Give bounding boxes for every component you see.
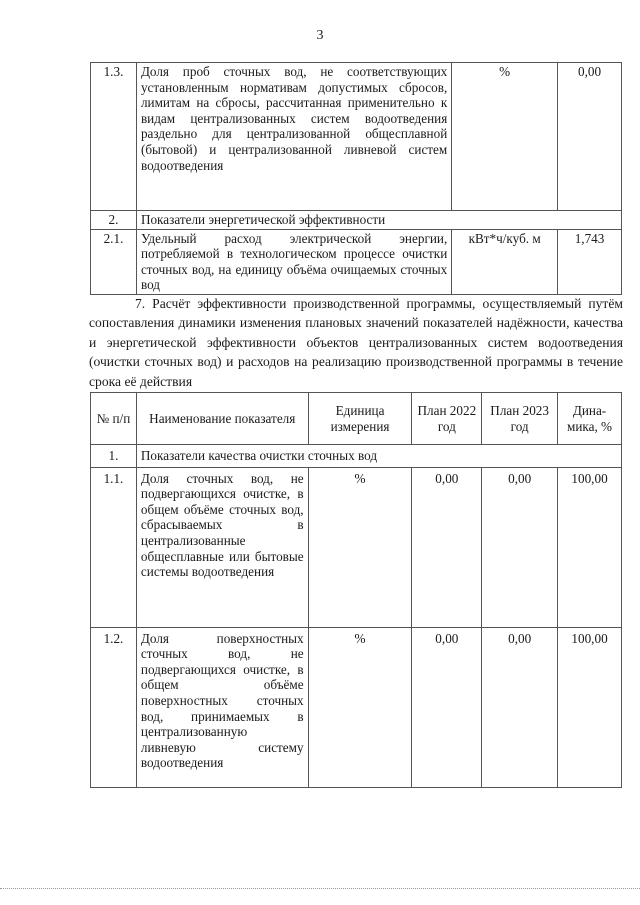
section-title: Показатели качества очистки сточных вод	[136, 445, 621, 468]
section-title: Показатели энергетической эффективности	[136, 211, 621, 230]
indicator-name: Удельный расход электрической энергии, потребляемой в технологическом процессе очистки сточных вод, на единицу объёма очищаемых сточных вод	[136, 229, 451, 294]
unit-cell: %	[308, 467, 412, 627]
header-name: Наименование показателя	[136, 393, 308, 445]
indicator-name: Доля сточных вод, не подвергающихся очистке, в общем объёме сточных вод, сбрасываемых в централизованные общесплавные или бытовые системы водоотведения	[136, 467, 308, 627]
section-number: 2.	[91, 211, 137, 230]
plan-2023-cell: 0,00	[482, 627, 558, 787]
section-row	[91, 211, 622, 230]
header-dynamics: Дина-мика, %	[558, 393, 622, 445]
unit-cell: %	[452, 63, 558, 211]
value-cell: 1,743	[558, 229, 622, 294]
row-number: 2.1.	[91, 229, 137, 294]
row-number: 1.1.	[91, 467, 137, 627]
row-number: 1.3.	[91, 63, 137, 211]
section-7-paragraph	[89, 294, 623, 391]
plan-2023-cell: 0,00	[482, 467, 558, 627]
header-plan-2023: План 2023 год	[482, 393, 558, 445]
table-row	[91, 229, 622, 294]
plan-2022-cell: 0,00	[412, 467, 482, 627]
unit-cell: %	[308, 627, 412, 787]
unit-cell: кВт*ч/куб. м	[452, 229, 558, 294]
section-row	[91, 445, 622, 468]
row-number: 1.2.	[91, 627, 137, 787]
paragraph-text: 7. Расчёт эффективности производственной программы, осуществляемый путём сопоставления динамики изменения плановых значений показателей надёжности, качества и энергетической эффективности объектов централизованных систем водоотведения (очистки сточных вод) и расходов на реализацию производственной программы в течение срока её действия	[89, 296, 623, 389]
indicator-name: Доля поверхностных сточных вод, не подвергающихся очистке, в общем объёме поверхностных сточных вод, принимаемых в централизованную ливневую систему водоотведения	[136, 627, 308, 787]
plan-2022-cell: 0,00	[412, 627, 482, 787]
value-cell: 0,00	[558, 63, 622, 211]
header-unit: Единица измерения	[308, 393, 412, 445]
dynamics-cell: 100,00	[558, 627, 622, 787]
header-row	[91, 393, 622, 445]
scan-bottom-edge	[0, 888, 640, 889]
indicators-table-continued	[90, 62, 622, 295]
dynamics-cell: 100,00	[558, 467, 622, 627]
header-plan-2022: План 2022 год	[412, 393, 482, 445]
header-number: № п/п	[91, 393, 137, 445]
table-row	[91, 467, 622, 627]
table-row	[91, 627, 622, 787]
table-row	[91, 63, 622, 211]
section-number: 1.	[91, 445, 137, 468]
efficiency-calculation-table	[90, 392, 622, 788]
page-number: 3	[316, 28, 324, 43]
indicator-name: Доля проб сточных вод, не соответствующих установленным нормативам допустимых сбросов, лимитам на сбросы, рассчитанная применительно к видам централизованных систем водоотведения раздельно для централизованной общесплавной (бытовой) и централизованной ливневой систем водоотведения	[136, 63, 451, 211]
